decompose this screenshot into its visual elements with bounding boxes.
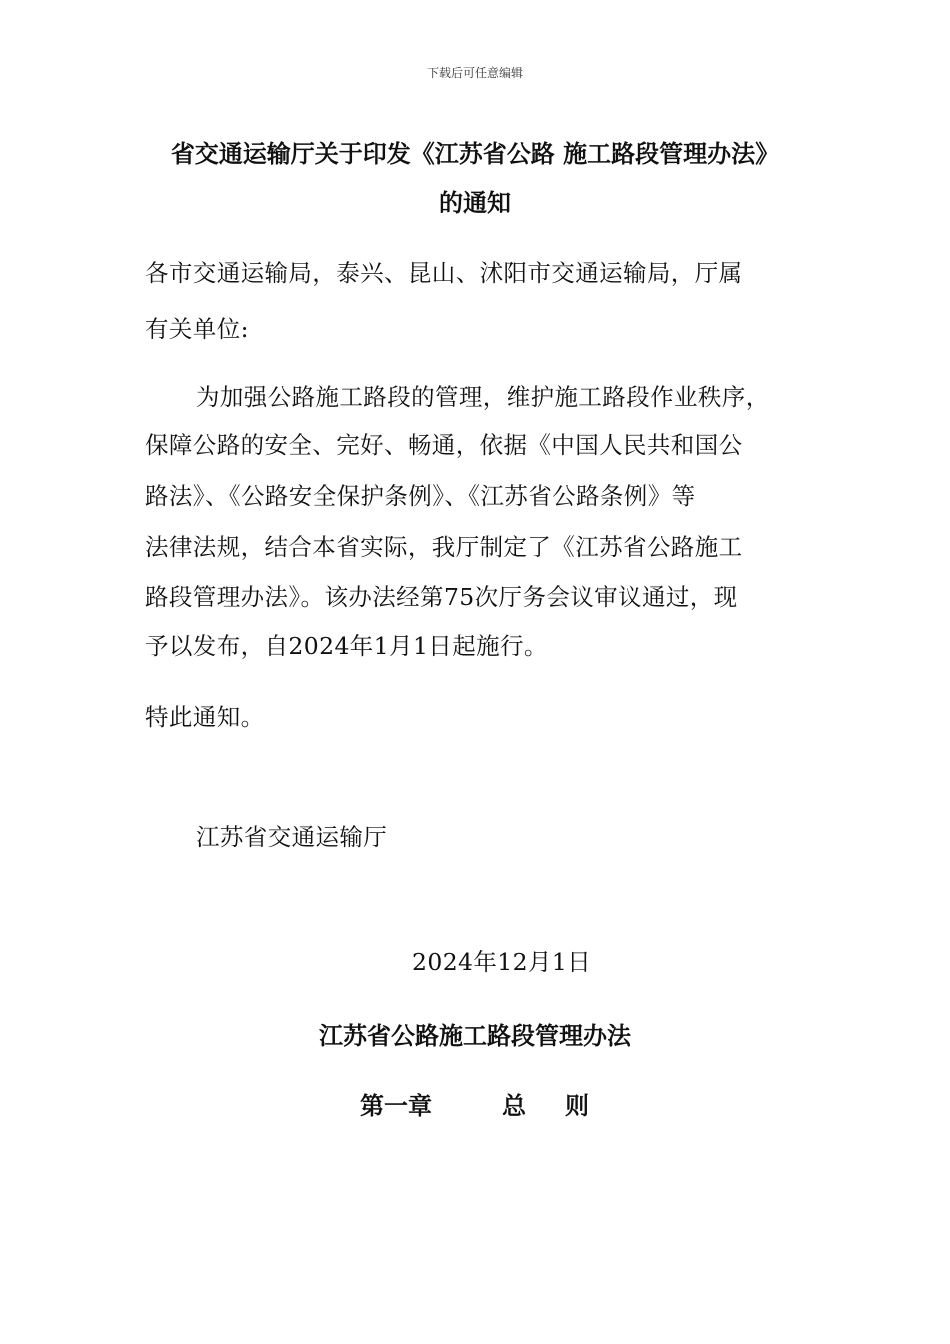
recipients-line-1: 各市交通运输局，泰兴、昆山、沭阳市交通运输局，厅属 <box>145 259 743 287</box>
notice-title-line-1: 省交通运输厅关于印发《江苏省公路 施工路段管理办法》 <box>170 140 780 168</box>
issue-date: 2024年12月1日 <box>412 948 592 976</box>
body-line-6: 予以发布，自2024年1月1日起施行。 <box>145 632 548 660</box>
body-line-3: 路法》、《公路安全保护条例》、《江苏省公路条例》等 <box>145 482 696 510</box>
regulation-title: 江苏省公路施工路段管理办法 <box>319 1022 631 1050</box>
chapter-number: 第一章 <box>360 1092 432 1120</box>
notice-title-line-2: 的通知 <box>439 189 511 217</box>
recipients-line-2: 有关单位: <box>145 315 249 343</box>
body-line-5: 路段管理办法》。该办法经第75次厅务会议审议通过，现 <box>145 583 738 611</box>
body-line-2: 保障公路的安全、完好、畅通，依据《中国人民共和国公 <box>145 431 743 459</box>
watermark-text: 下载后可任意编辑 <box>426 66 523 80</box>
body-line-1: 为加强公路施工路段的管理，维护施工路段作业秩序， <box>196 383 770 411</box>
issuer-name: 江苏省交通运输厅 <box>196 823 388 851</box>
chapter-title-part-1: 总 <box>502 1092 526 1120</box>
chapter-title-part-2: 则 <box>565 1092 589 1120</box>
closing-text: 特此通知。 <box>145 703 265 731</box>
body-line-4: 法律法规，结合本省实际，我厅制定了《江苏省公路施工 <box>145 533 743 561</box>
